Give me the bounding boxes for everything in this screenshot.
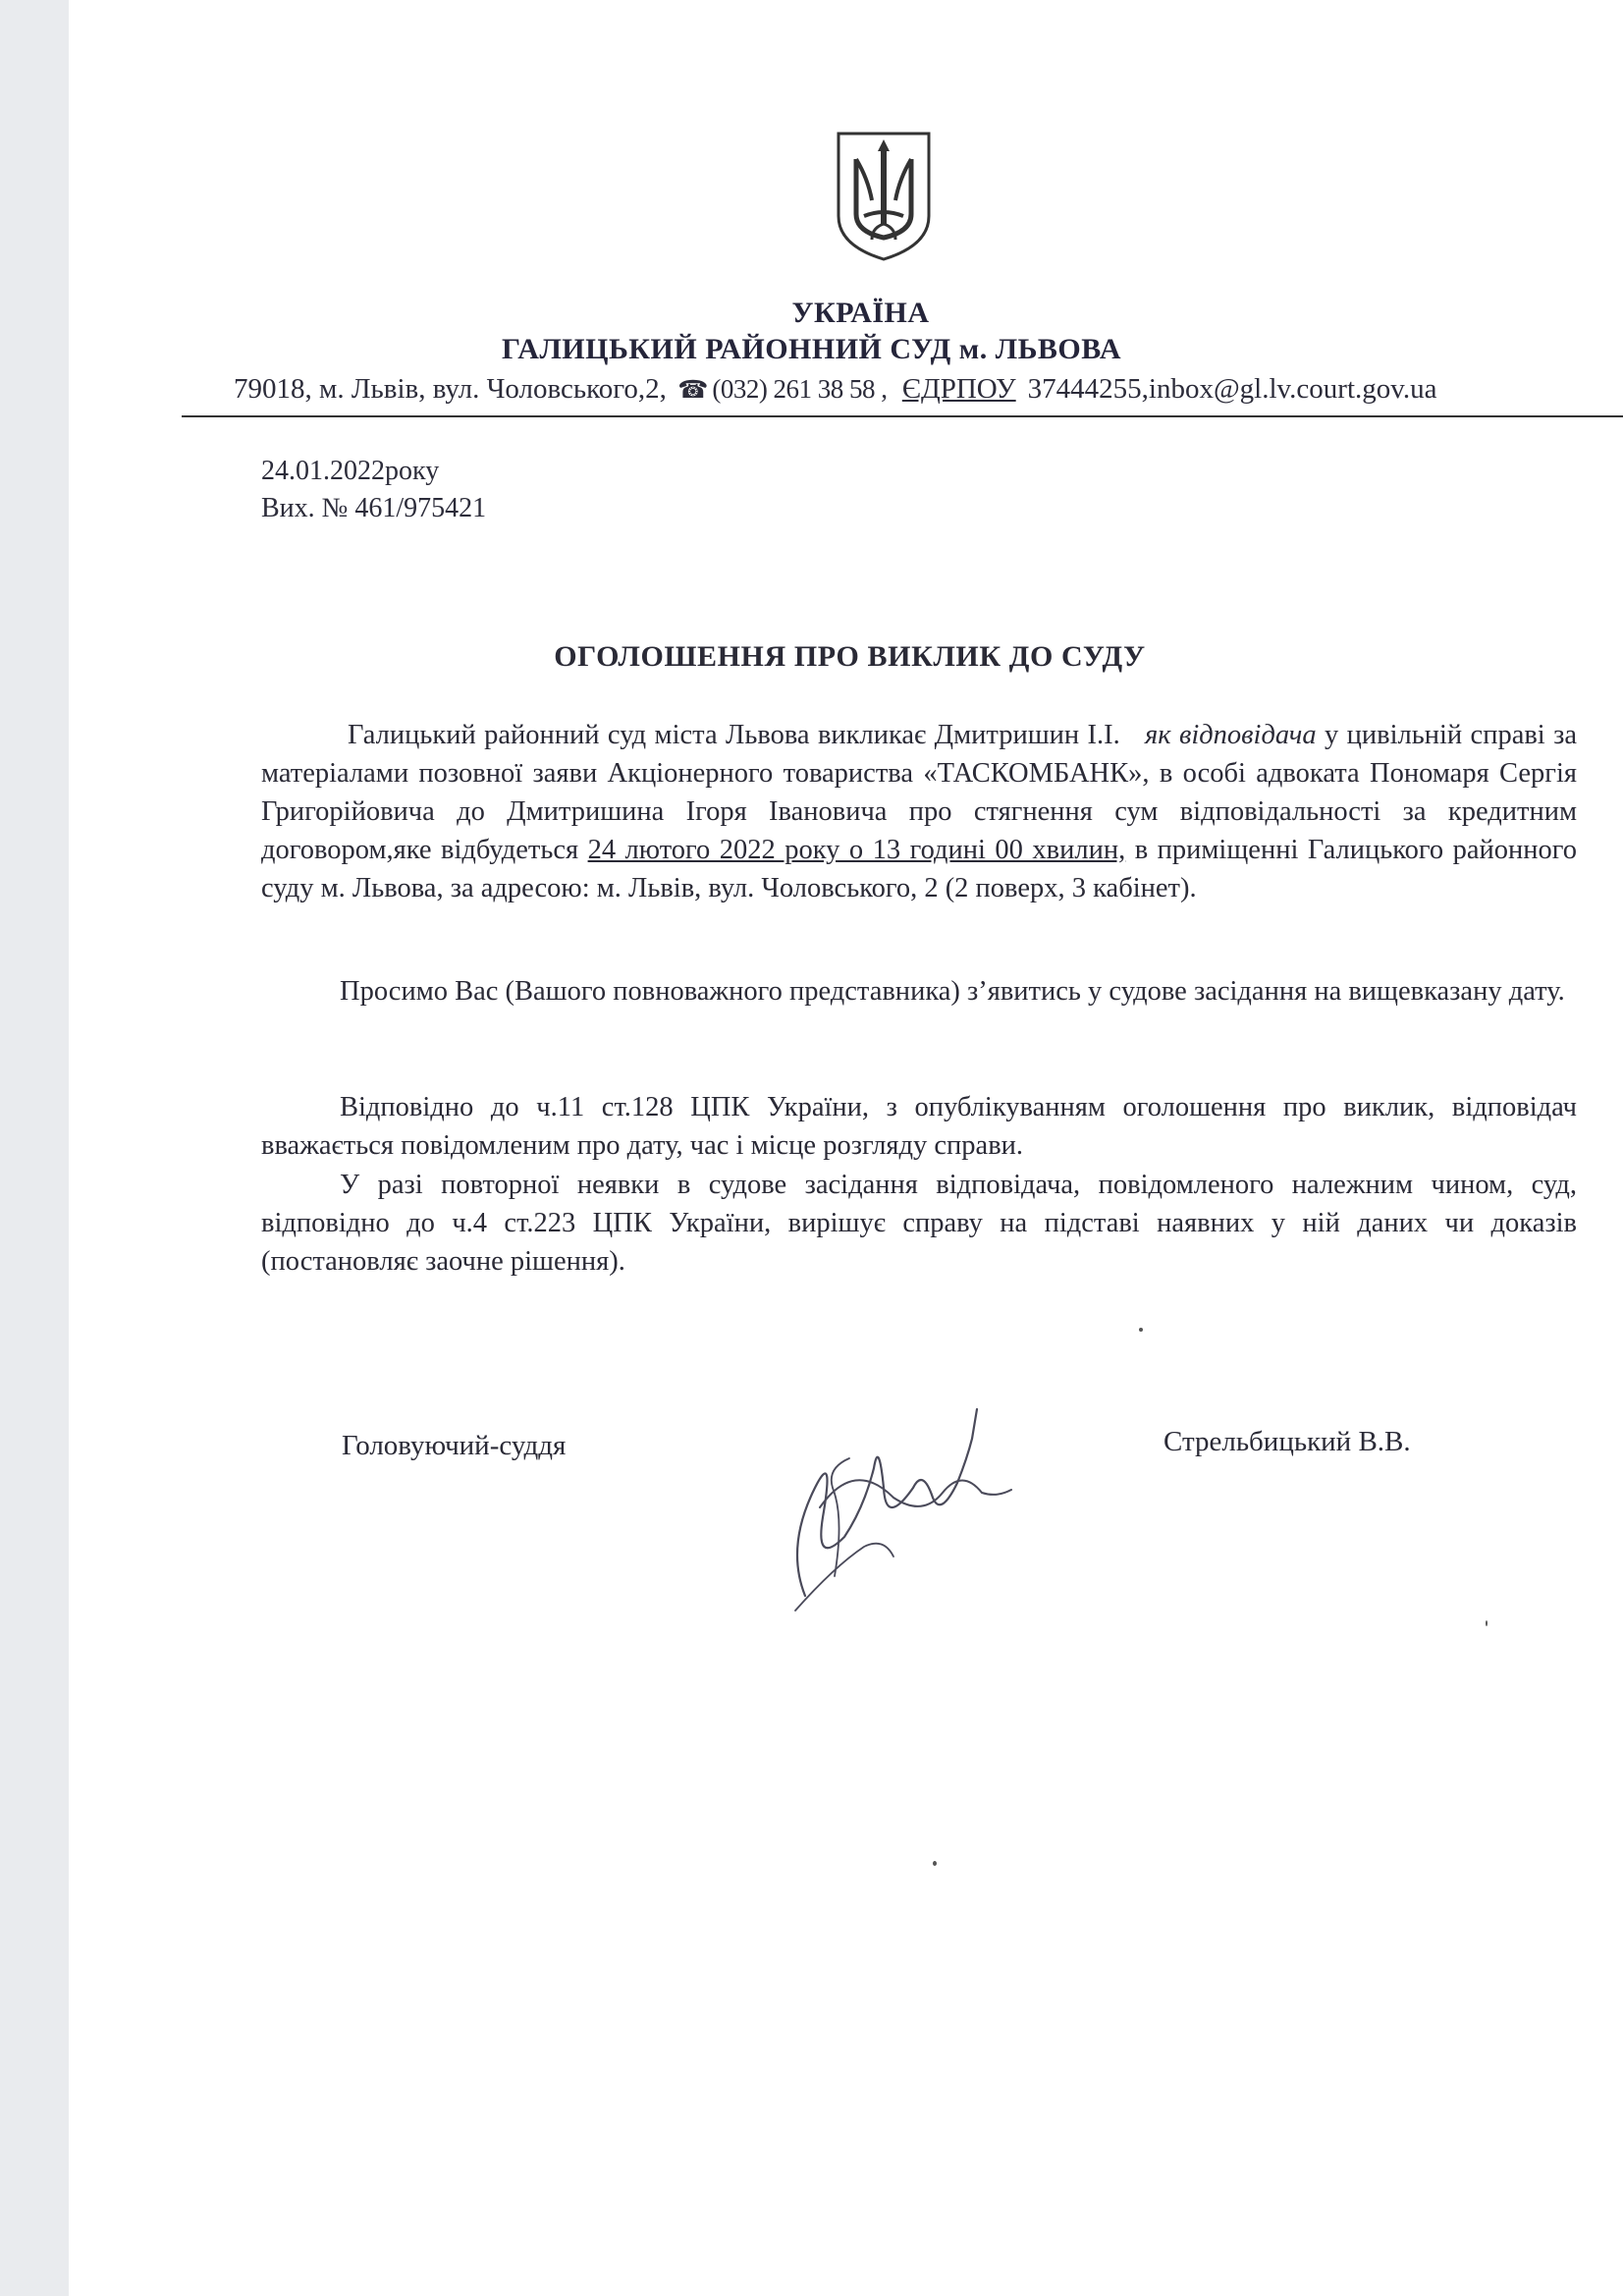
handwritten-signature xyxy=(776,1399,1021,1625)
edrpou-label: ЄДРПОУ xyxy=(901,373,1016,405)
paragraph-absence xyxy=(261,1166,1577,1281)
scan-speck xyxy=(1486,1620,1488,1626)
summons-intro: Галицький районний суд міста Львова викликає Дмитришин І.І. xyxy=(348,720,1120,750)
coat-of-arms-icon xyxy=(833,130,935,263)
edrpou-email: 37444255,inbox@gl.lv.court.gov.ua xyxy=(1027,373,1437,405)
hearing-datetime: 24 лютого 2022 року о 13 годині 00 хвилин, xyxy=(587,835,1126,865)
scan-speck xyxy=(933,1861,937,1866)
court-address: 79018, м. Львів, вул. Чоловського,2, xyxy=(234,373,667,405)
header-address-line xyxy=(234,373,1618,406)
request-text: Просимо Вас (Вашого повноважного представника) з’явитись у судове засідання на вищевказану дату. xyxy=(340,976,1565,1007)
hearing-location: в приміщенні Галицького районного суду м. Львова, за адресою: м. Львів, вул. Чоловського, 2 (2 поверх, 3 кабінет). xyxy=(261,835,1577,903)
paragraph-request xyxy=(261,972,1577,1011)
paragraph-summons xyxy=(261,716,1577,907)
header-court-name: ГАЛИЦЬКИЙ РАЙОННИЙ СУД м. ЛЬВОВА xyxy=(501,333,1122,365)
header-country: УКРАЇНА xyxy=(791,297,930,329)
judge-name: Стрельбицький В.В. xyxy=(1163,1426,1411,1457)
notification-text: Відповідно до ч.11 ст.128 ЦПК України, з опублікуванням оголошення про виклик, відповідач вважається повідомленим про дату, час і місце розгляду справи. xyxy=(261,1092,1577,1161)
header-divider xyxy=(182,415,1623,417)
outgoing-number: Вих. № 461/975421 xyxy=(261,493,487,523)
document-date: 24.01.2022року xyxy=(261,456,440,486)
signature-role: Головуючий-суддя xyxy=(342,1430,567,1461)
absence-text: У разі повторної неявки в судове засідання відповідача, повідомленого належним чином, суд, відповідно до ч.4 ст.223 ЦПК України, вирішує справу на підставі наявних у ній даних чи доказів (постановляє заочне рішення). xyxy=(261,1170,1577,1277)
scan-speck xyxy=(1139,1328,1143,1332)
document-title: ОГОЛОШЕННЯ ПРО ВИКЛИК ДО СУДУ xyxy=(554,640,1146,673)
paragraph-notification xyxy=(261,1088,1577,1165)
summons-role: як відповідача xyxy=(1144,720,1317,750)
summons-case: у цивільній справі за матеріалами позовної заяви Акціонерного товариства «ТАСКОМБАНК», в особі адвоката Пономаря Сергія Григорійовича до Дмитришина Ігоря Івановича про стягнення сум відповідальності за кредитним договором,яке відбудеться xyxy=(261,720,1578,865)
telephone-icon: ☎ xyxy=(677,377,709,404)
court-phone: (032) 261 38 58 , xyxy=(712,374,888,404)
